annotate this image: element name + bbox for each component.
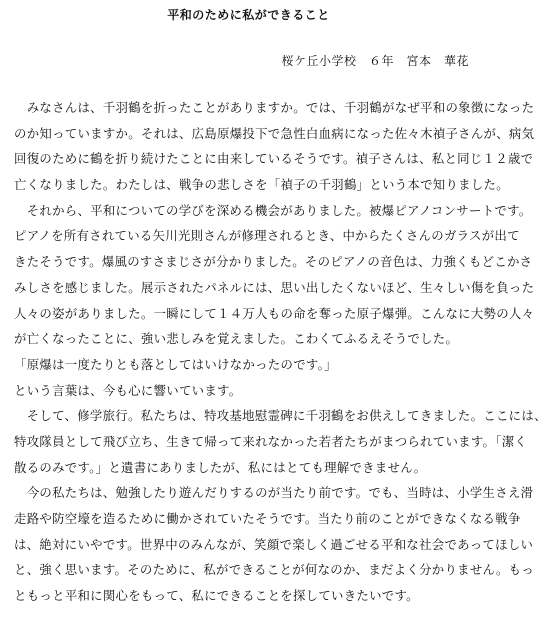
essay-body — [14, 95, 547, 609]
essay-line: と、強く思います。そのために、私ができることが何なのか、まだよく分かりません。もっ — [14, 562, 535, 578]
essay-line: きたそうです。爆風のすさまじさが分かりました。そのピアノの音色は、力強くもどこかさ — [14, 254, 533, 270]
essay-line: 回復のために鶴を折り続けたことに由来しているそうです。禎子さんは、私と同じ１２歳で — [14, 151, 534, 167]
essay-line: は、絶対にいやです。世界中のみんなが、笑顔で楽しく過ごせる平和な社会であってほしい — [14, 536, 534, 552]
author-byline: 桜ケ丘小学校 ６年 宮本 華花 — [281, 54, 469, 68]
essay-line: それから、平和についての学びを深める機会がありました。被爆ピアノコンサートです。 — [14, 202, 532, 218]
essay-line: みなさんは、千羽鶴を折ったことがありますか。では、千羽鶴がなぜ平和の象徴になった — [14, 100, 535, 115]
essay-line: ともっと平和に関心をもって、私にできることを探していきたいです。 — [14, 588, 419, 604]
essay-line: ピアノを所有されている矢川光則さんが修理されるとき、中からたくさんのガラスが出て — [14, 228, 520, 244]
essay-line: 今の私たちは、勉強したり遊んだりするのが当たり前です。でも、当時は、小学生さえ滑 — [14, 485, 534, 501]
essay-title: 平和のために私ができること — [167, 8, 330, 22]
essay-line: という言葉は、今も心に響いています。 — [14, 382, 242, 398]
essay-line: そして、修学旅行。私たちは、特攻基地慰霊碑に千羽鶴をお供えしてきました。ここには、 — [14, 408, 547, 424]
essay-line: が亡くなったことに、強い悲しみを覚えました。こわくてふるえそうでした。 — [14, 331, 459, 347]
essay-line: 特攻隊員として飛び立ち、生きて帰って来れなかった若者たちがまつられています。「潔く — [14, 433, 528, 449]
essay-line: 人々の姿がありました。一瞬にして１４万人もの命を奪った原子爆弾。こんなに大勢の人々 — [14, 305, 535, 321]
essay-line: のか知っていますか。それは、広島原爆投下で急性白血病になった佐々木禎子さんが、病気 — [14, 125, 535, 141]
essay-line: 「原爆は一度たりとも落としてはいけなかったのです。」 — [14, 356, 337, 372]
essay-line: 走路や防空壕を造るために働かされていたそうです。当たり前のことができなくなる戦争 — [14, 511, 521, 526]
essay-line: 散るのみです。」と遺書にありましたが、私にはとても理解できません。 — [14, 459, 427, 475]
essay-line: みしさを感じました。展示されたパネルには、思い出したくないほど、生々しい傷を負った — [14, 279, 535, 295]
essay-line: 亡くなりました。わたしは、戦争の悲しさを「禎子の千羽鶴」という本で知りました。 — [14, 177, 509, 193]
